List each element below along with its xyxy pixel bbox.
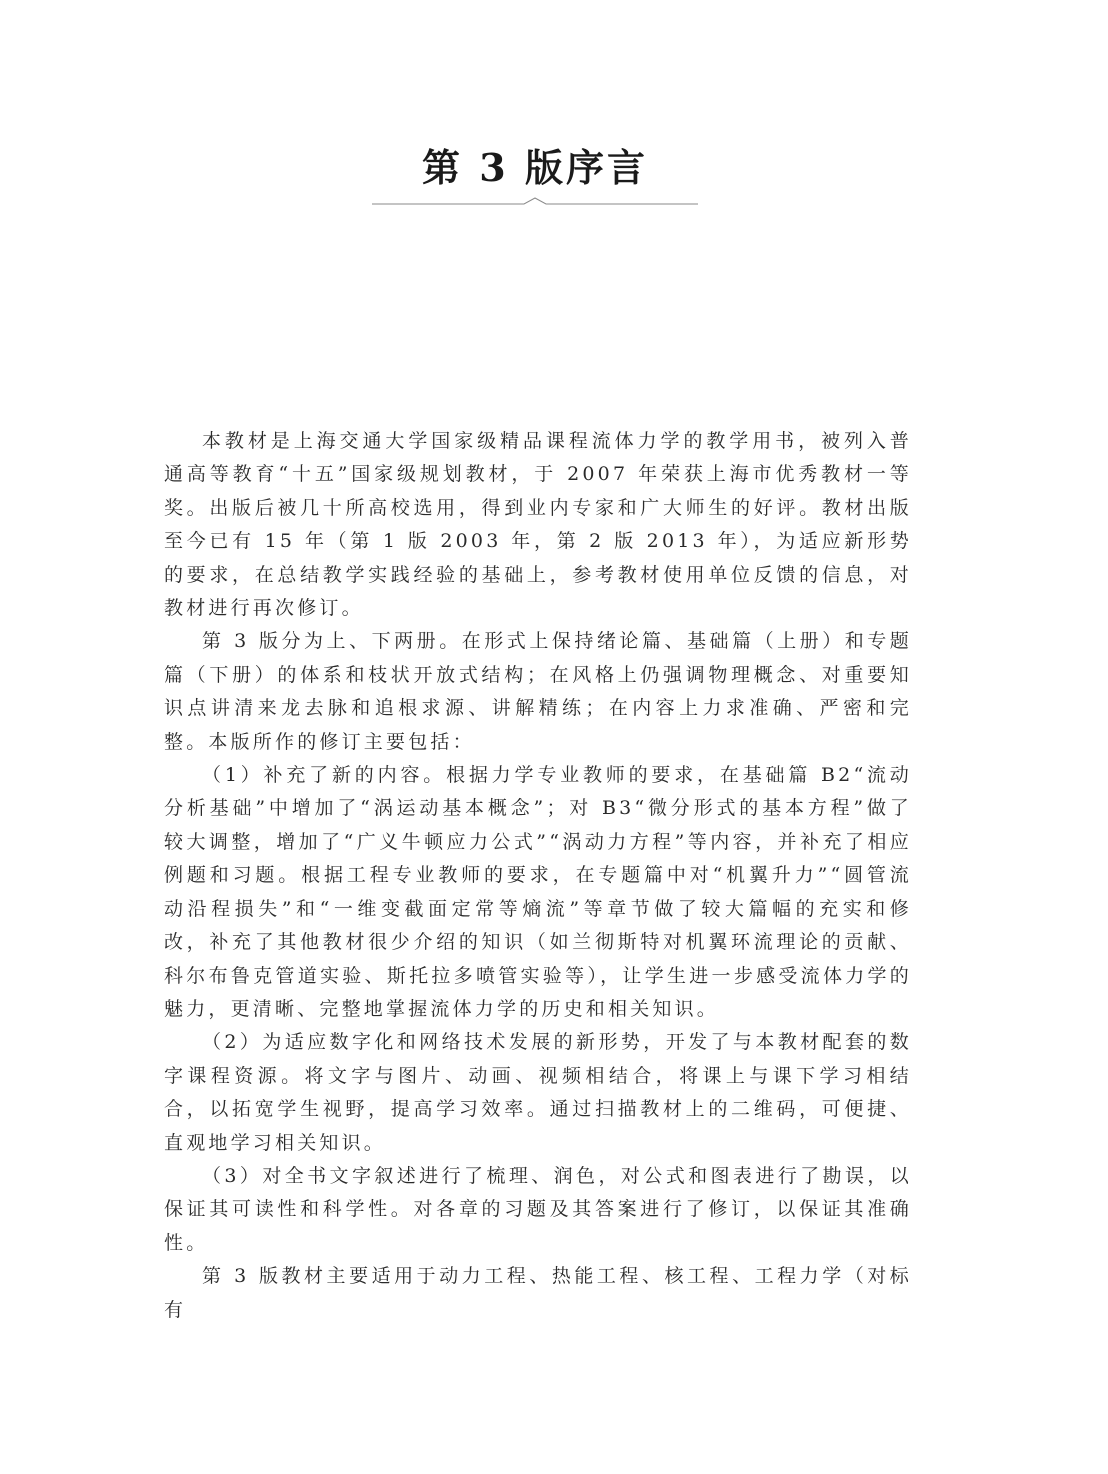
paragraph-revision-2: （2）为适应数字化和网络技术发展的新形势，开发了与本教材配套的数字课程资源。将文字与图片、动画、视频相结合，将课上与课下学习相结合，以拓宽学生视野，提高学习效率。通过扫描教材上的二维码，可便捷、直观地学习相关知识。 [164,1031,912,1154]
page-title: 第 3 版序言 [422,145,648,190]
paragraph-revision-3: （3）对全书文字叙述进行了梳理、润色，对公式和图表进行了勘误，以保证其可读性和科学性。对各章的习题及其答案进行了修订，以保证其准确性。 [164,1164,912,1254]
paragraph-intro: 本教材是上海交通大学国家级精品课程流体力学的教学用书，被列入普通高等教育“十五”国家级规划教材，于 2007 年荣获上海市优秀教材一等奖。出版后被几十所高校选用，得到业内专家和广大师生的好评。教材出版至今已有 15 年（第 1 版 2003 年，第 2 版 2013 年），为适应新形势的要求，在总结教学实践经验的基础上，参考教材使用单位反馈的信息，对教材进行再次修订。 [164,430,912,620]
paragraph-structure: 第 3 版分为上、下两册。在形式上保持绪论篇、基础篇（上册）和专题篇（下册）的体系和枝状开放式结构；在风格上仍强调物理概念、对重要知识点讲清来龙去脉和追根求源、讲解精练；在内容上力求准确、严密和完整。本版所作的修订主要包括： [164,630,912,753]
title-divider [372,197,698,209]
paragraph-applicability: 第 3 版教材主要适用于动力工程、热能工程、核工程、工程力学（对标有 [164,1265,912,1321]
preface-body [164,425,912,1327]
paragraph-revision-1: （1）补充了新的内容。根据力学专业教师的要求，在基础篇 B2“流动分析基础”中增加了“涡运动基本概念”；对 B3“微分形式的基本方程”做了较大调整，增加了“广义牛顿应力公式”“涡动力方程”等内容，并补充了相应例题和习题。根据工程专业教师的要求，在专题篇中对“机翼升力”“圆管流动沿程损失”和“一维变截面定常等熵流”等章节做了较大篇幅的充实和修改，补充了其他教材很少介绍的知识（如兰彻斯特对机翼环流理论的贡献、科尔布鲁克管道实验、斯托拉多喷管实验等），让学生进一步感受流体力学的魅力，更清晰、完整地掌握流体力学的历史和相关知识。 [164,764,912,1020]
